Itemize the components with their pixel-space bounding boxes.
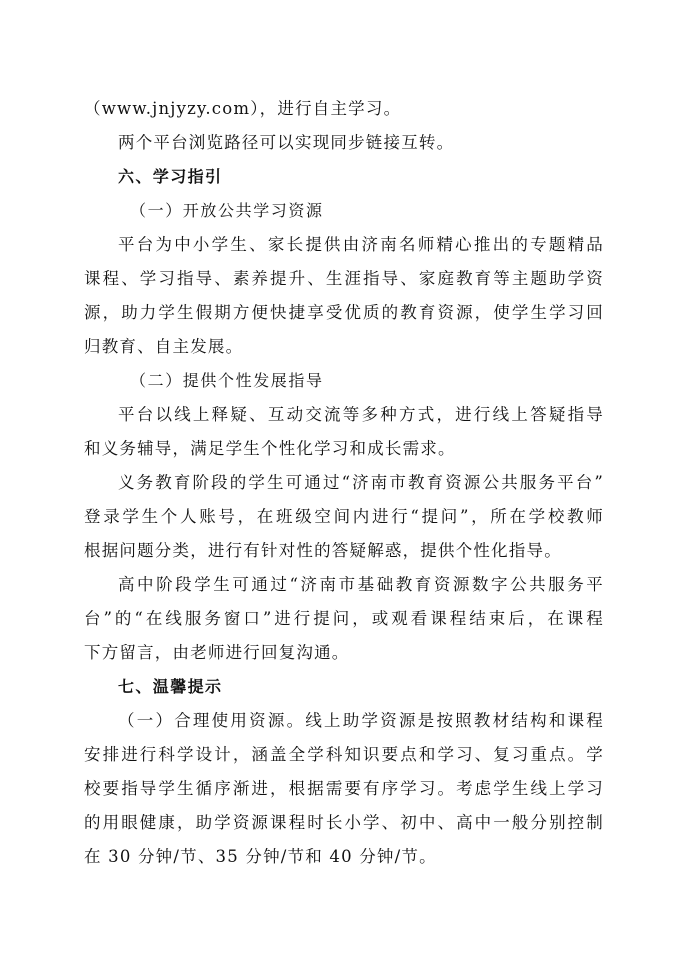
paragraph-line: 义务教育阶段的学生可通过“济南市教育资源公共服务平台”	[118, 473, 604, 492]
paragraph-line: 平台以线上释疑、互动交流等多种方式，进行线上答疑指导	[118, 405, 604, 424]
paragraph-line: 根据问题分类，进行有针对性的答疑解惑，提供个性化指导。	[84, 541, 562, 560]
paragraph-line: 台”的“在线服务窗口”进行提问，或观看课程结束后，在课程	[84, 609, 604, 628]
paragraph-line: 归教育、自主发展。	[84, 337, 244, 356]
document-page	[84, 92, 604, 874]
paragraph-line: 高中阶段学生可通过“济南市基础教育资源数字公共服务平	[118, 575, 604, 594]
paragraph-line: 登录学生个人账号，在班级空间内进行“提问”，所在学校教师	[84, 507, 604, 526]
paragraph-line: （www.jnjyzy.com），进行自主学习。	[84, 99, 402, 118]
section-heading-6: 六、学习指引	[118, 167, 223, 186]
paragraph-line: 源，助力学生假期方便快捷享受优质的教育资源，使学生学习回	[84, 303, 604, 322]
subsection-heading-6-1: （一）开放公共学习资源	[130, 201, 324, 220]
paragraph-line: 和义务辅导，满足学生个性化学习和成长需求。	[84, 439, 456, 458]
paragraph-line: 两个平台浏览路径可以实现同步链接互转。	[118, 133, 455, 152]
paragraph-line: 下方留言，由老师进行回复沟通。	[84, 643, 350, 662]
paragraph-line: 的用眼健康，助学资源课程时长小学、初中、高中一般分别控制	[84, 813, 604, 832]
paragraph-line: 课程、学习指导、素养提升、生涯指导、家庭教育等主题助学资	[84, 269, 604, 288]
section-heading-7: 七、温馨提示	[118, 677, 223, 696]
paragraph-line: 在 30 分钟/节、35 分钟/节和 40 分钟/节。	[84, 847, 437, 866]
paragraph-line: 校要指导学生循序渐进，根据需要有序学习。考虑学生线上学习	[84, 779, 604, 798]
paragraph-line: 平台为中小学生、家长提供由济南名师精心推出的专题精品	[118, 235, 604, 254]
subsection-heading-6-2: （二）提供个性发展指导	[130, 371, 324, 390]
paragraph-line: 安排进行科学设计，涵盖全学科知识要点和学习、复习重点。学	[84, 745, 604, 764]
paragraph-line: （一）合理使用资源。线上助学资源是按照教材结构和课程	[118, 711, 604, 730]
